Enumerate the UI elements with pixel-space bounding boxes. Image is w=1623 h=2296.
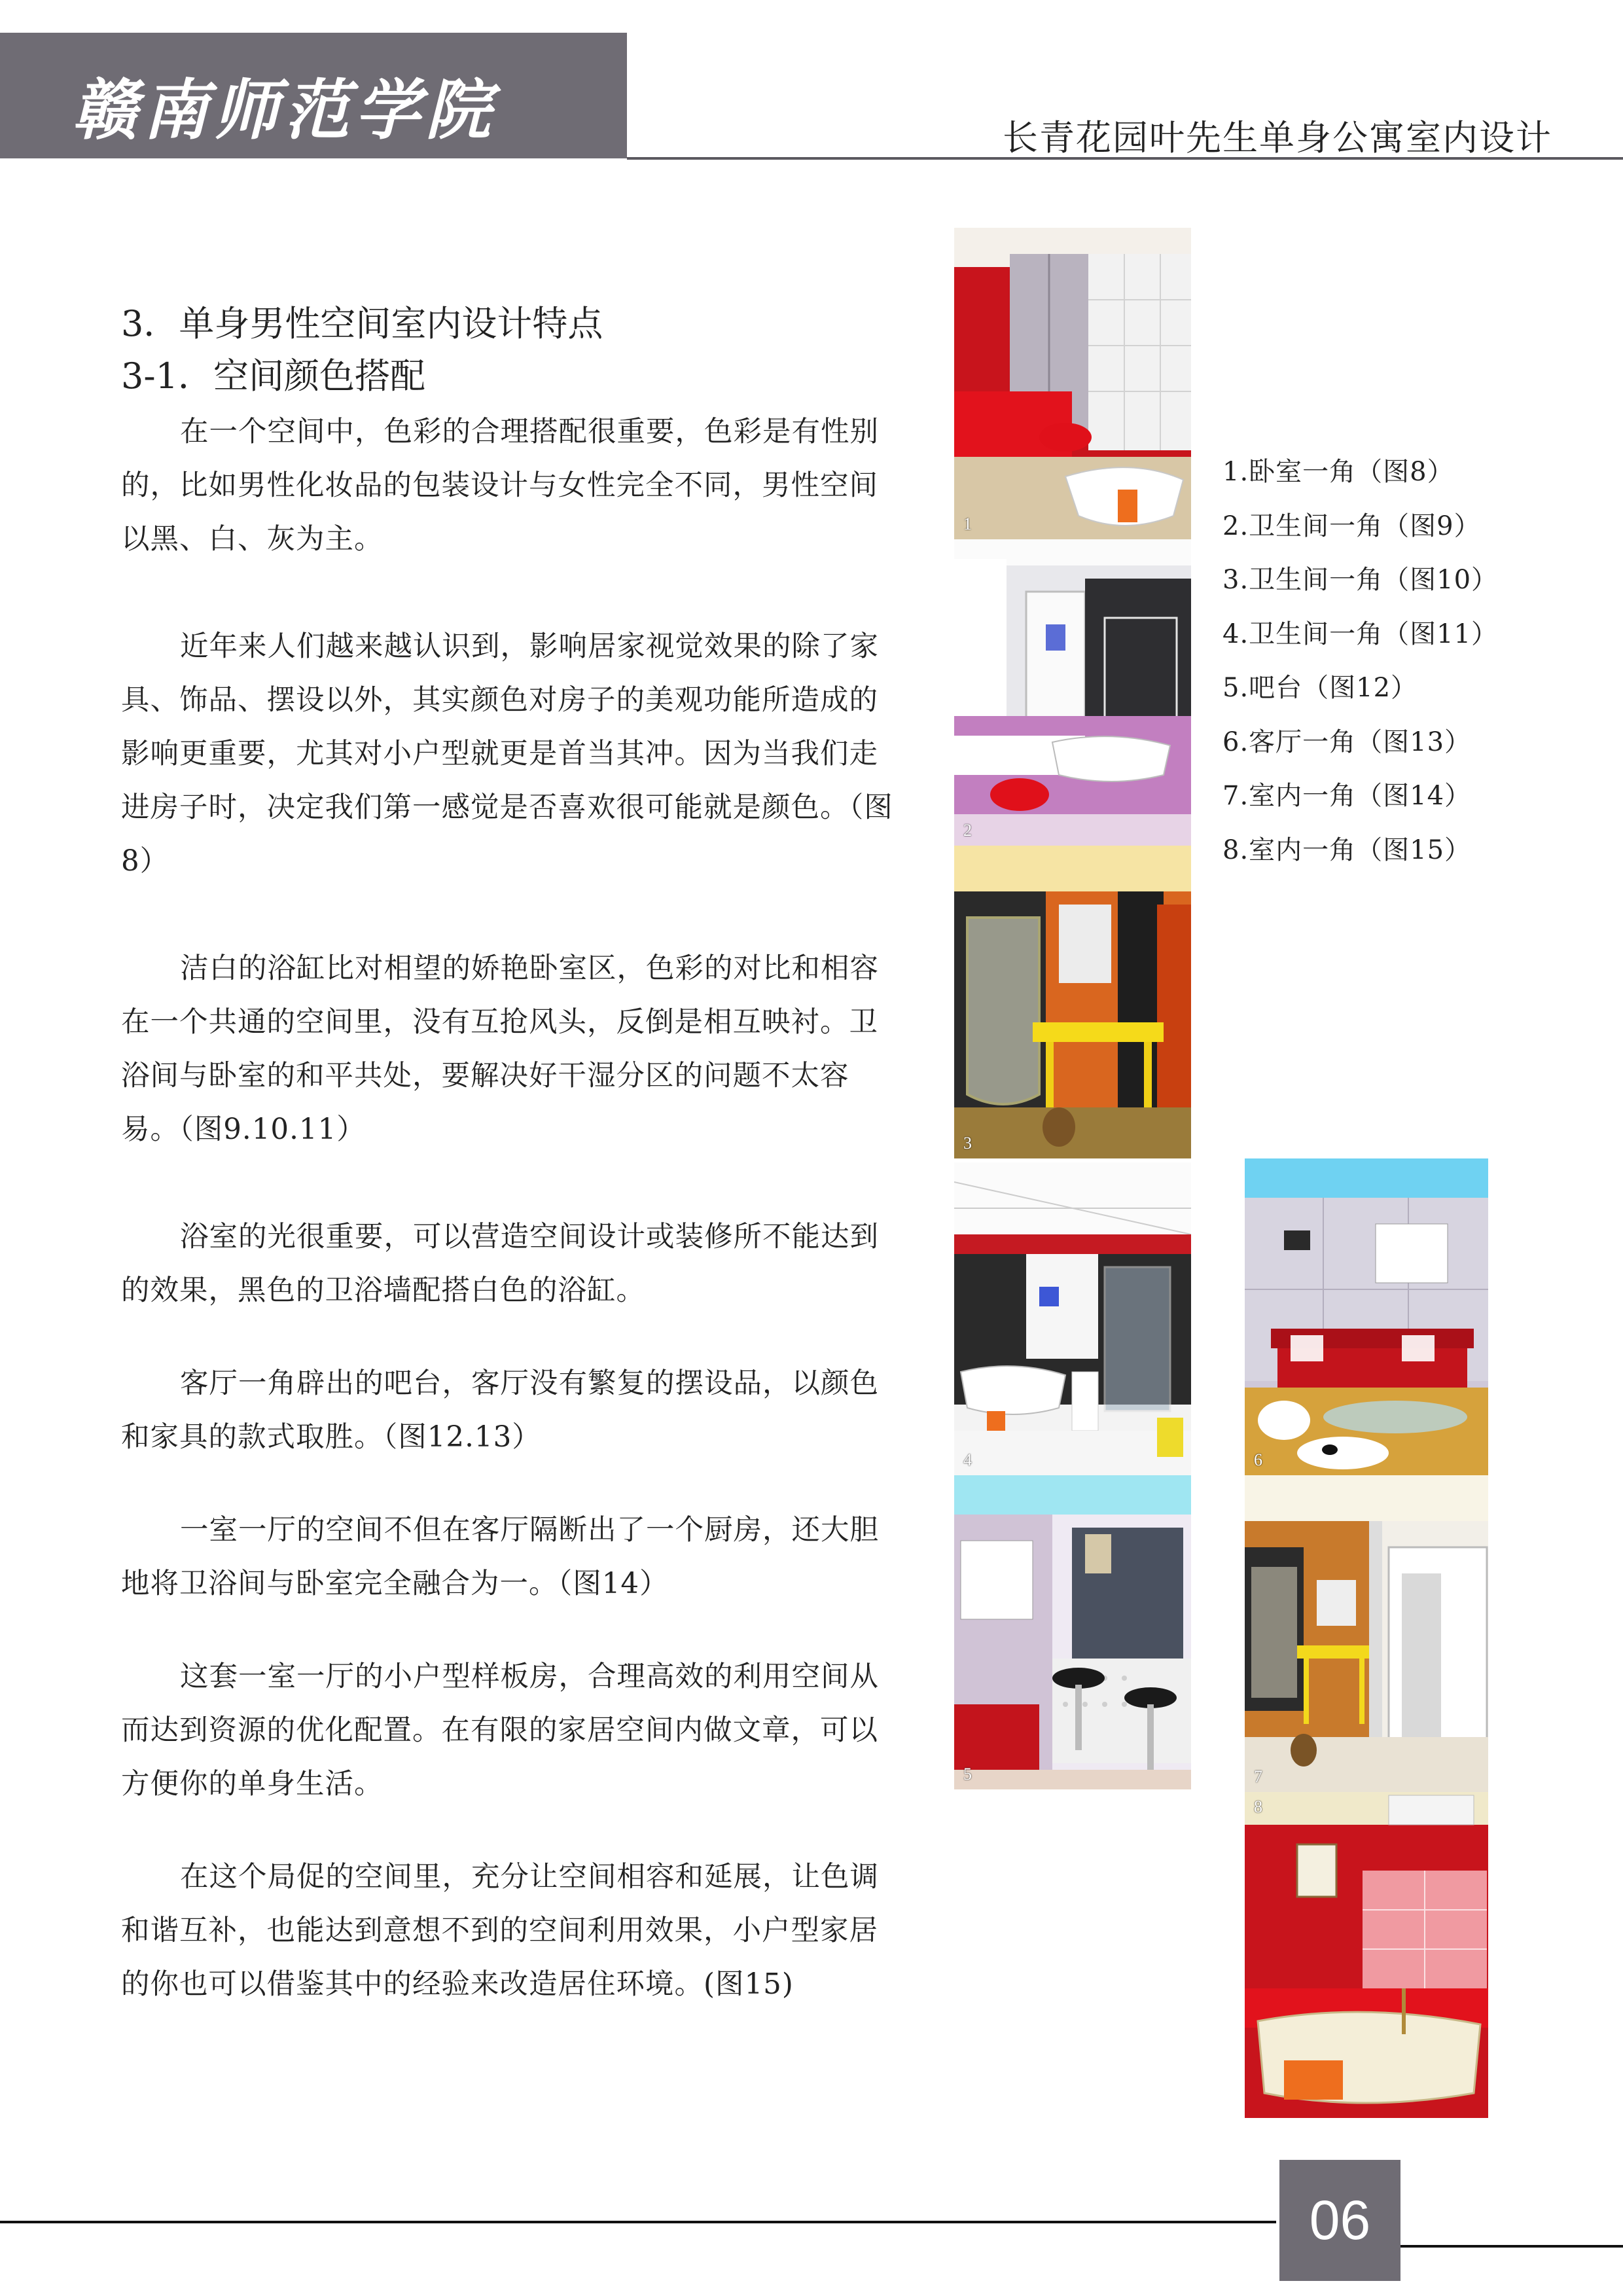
photo-number: 5 [963, 1765, 972, 1784]
photo-bathroom-1 [954, 539, 1191, 846]
caption-item: 8.室内一角（图15） [1222, 834, 1472, 865]
section-subheading: 3-1．空间颜色搭配 [121, 355, 425, 397]
photo-living-room [1245, 1158, 1488, 1475]
photo-number: 6 [1254, 1450, 1262, 1469]
photo-number: 8 [1254, 1797, 1262, 1816]
paragraph-7: 这套一室一厅的小户型样板房，合理高效的利用空间从而达到资源的优化配置。在有限的家居空间内做文章，可以方便你的单身生活。 [121, 1660, 879, 1801]
caption-item: 6.客厅一角（图13） [1222, 726, 1472, 757]
page-number: 06 [1279, 2160, 1400, 2281]
photo-number: 7 [1254, 1767, 1262, 1786]
photo-bathroom-2 [954, 846, 1191, 1158]
caption-item: 5.吧台（图12） [1222, 673, 1418, 703]
paragraph-4: 浴室的光很重要，可以营造空间设计或装修所不能达到的效果，黑色的卫浴墙配搭白色的浴缸。 [121, 1221, 879, 1307]
photo-number: 1 [963, 514, 972, 533]
section-heading: 3．单身男性空间室内设计特点 [121, 303, 603, 344]
caption-item: 2.卫生间一角（图9） [1222, 511, 1481, 541]
footer-rule-left [0, 2221, 1276, 2223]
photo-bar-counter [954, 1475, 1191, 1789]
paragraph-5: 客厅一角辟出的吧台，客厅没有繁复的摆设品，以颜色和家具的款式取胜。（图12.13） [121, 1367, 879, 1454]
photo-number: 4 [963, 1450, 972, 1469]
paragraph-8: 在这个局促的空间里，充分让空间相容和延展，让色调和谐互补，也能达到意想不到的空间利用效果，小户型家居的你也可以借鉴其中的经验来改造居住环境。(图15) [121, 1861, 879, 2001]
school-name-logo: 赣南师范学院 [72, 72, 496, 149]
caption-item: 7.室内一角（图14） [1222, 781, 1472, 811]
main-text-column [121, 298, 893, 2011]
paragraph-1: 在一个空间中，色彩的合理搭配很重要，色彩是有性别的，比如男性化妆品的包装设计与女性完全不同，男性空间以黑、白、灰为主。 [121, 416, 879, 556]
photo-interior-2 [1245, 1792, 1488, 2118]
document-title: 长青花园叶先生单身公寓室内设计 [1003, 117, 1552, 158]
photo-bathroom-3 [954, 1162, 1191, 1475]
footer-rule-right [1400, 2245, 1623, 2248]
caption-item: 1.卧室一角（图8） [1222, 457, 1454, 487]
photo-interior-1 [1245, 1475, 1488, 1792]
paragraph-3: 洁白的浴缸比对相望的娇艳卧室区，色彩的对比和相容在一个共通的空间里，没有互抢风头，反倒是相互映衬。卫浴间与卧室的和平共处，要解决好干湿分区的问题不太容易。（图9.10.11） [121, 952, 879, 1146]
caption-item: 3.卫生间一角（图10） [1222, 565, 1499, 595]
caption-item: 4.卫生间一角（图11） [1222, 619, 1499, 649]
photo-number: 3 [963, 1134, 972, 1153]
photo-caption-list [1222, 445, 1498, 877]
photo-bedroom-corner [954, 228, 1191, 539]
paragraph-6: 一室一厅的空间不但在客厅隔断出了一个厨房，还大胆地将卫浴间与卧室完全融合为一。（图14） [121, 1514, 879, 1600]
photo-number: 2 [963, 821, 972, 840]
paragraph-2: 近年来人们越来越认识到，影响居家视觉效果的除了家具、饰品、摆设以外，其实颜色对房子的美观功能所造成的影响更重要，尤其对小户型就更是首当其冲。因为当我们走进房子时，决定我们第一感觉是否喜欢很可能就是颜色。（图8） [121, 630, 893, 878]
